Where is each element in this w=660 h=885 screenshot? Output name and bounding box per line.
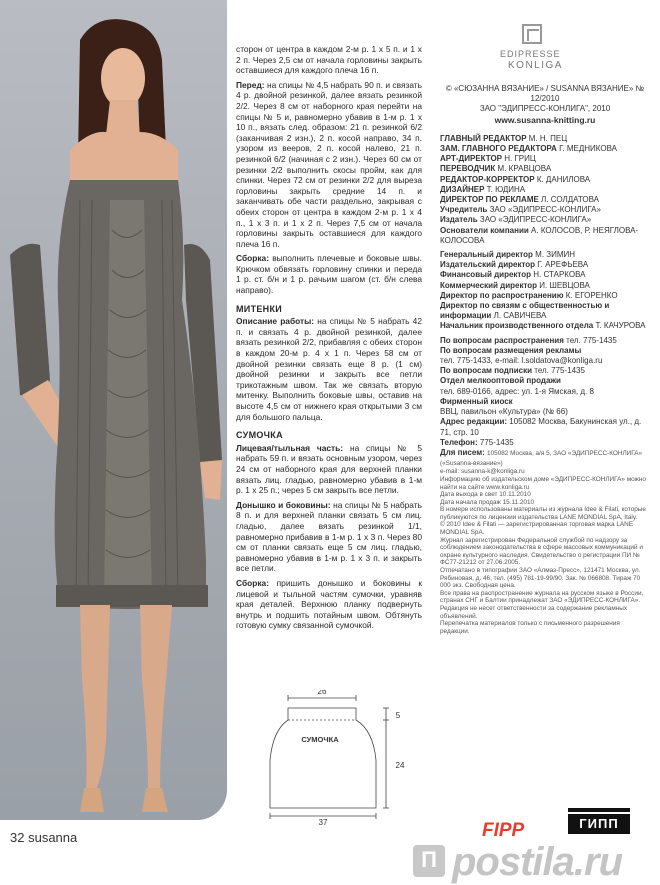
imprint-site: www.susanna-knitting.ru [494,114,596,125]
staff-row [440,195,650,205]
publisher-value: ЗАО «ЭДИПРЕСС-КОНЛИГА» [479,215,592,225]
fine-print-1: В номере использованы материалы из журнала Idee & Filati, которые публикуются по лицензии издательства LANE MONDIAL SpA, Italy. [440,506,646,521]
publisher-label: Издатель [440,215,478,225]
mgmt-row [440,291,650,301]
imprint-header [440,84,650,126]
dim-right-top: 5 [395,711,401,720]
kiosk-row [440,397,650,417]
staff-list [440,134,650,205]
staff-role: ЗАМ. ГЛАВНОГО РЕДАКТОРА [440,144,557,154]
staff-row [440,185,650,195]
fine-print-7: Перепечатка материалов только с письменного разрешения редакции. [440,620,620,635]
publisher-row [440,215,650,225]
subs-row [440,366,650,376]
fine-print-5: Все права на распространение журнала на русском языке в России, странах СНГ и Балтии принадлежат ЗАО «ЭДИПРЕСС-КОНЛИГА». [440,589,644,605]
date-out: Дата выхода в свет 10.11.2010 [440,491,531,499]
staff-name: Г. МЕДНИКОВА [559,144,618,154]
fine-print-6: Редакция не несет ответственности за содержание рекламных объявлений. [440,605,628,620]
address-label: Адрес редакции: [440,417,508,427]
kiosk-value: ВВЦ, павильон «Культура» (№ 66) [440,407,568,417]
staff-role: АРТ-ДИРЕКТОР [440,154,503,164]
instructions-column [236,44,422,635]
staff-row [440,154,650,164]
mgmt-role: Начальник производственного отдела [440,321,594,331]
bag-schematic [258,690,408,825]
owners-row [440,226,650,246]
staff-name: М. Н. ПЕЦ [528,133,568,143]
bag-heading: СУМОЧКА [236,430,283,441]
mittens-text: на спицы № 5 набрать 42 п. и связать 4 р. двойной резинкой, далее вязать резинкой 2/2, прибавляя с обеих сторон в каждом 20-м р. 4 х 1 п. Через 58 см от двойной резинки связать еще 8 р. (1 см) двойной резинки и закрыть все петли трикотажным швом. Так же связать вторую митенку. Выполнить боковые швы, оставив на высоте 4,5 см от нижнего края открытыми 3 см для большого пальца. [236,316,422,422]
retail-row [440,376,650,396]
address-value: 105082 Москва, Бакунинская ул., д. 71, стр. 10 [440,417,642,437]
model-illustration [0,0,227,820]
edipresse-logo-icon [522,24,542,44]
letters-label: Для писем: [440,447,485,457]
staff-name: Н. ГРИЦ [504,154,536,164]
mgmt-row [440,321,650,331]
management-list [440,250,650,332]
mgmt-name: Г. АРЕФЬЕВА [537,260,589,270]
postila-logo-icon: П [413,845,445,877]
mgmt-row [440,250,650,260]
mgmt-role: Издательский директор [440,260,536,270]
bag-bottom-text: на спицы № 5 набрать 8 п. и для верхней планки связать 5 см лиц. гладью, далее вязать резинкой 1/1, равномерно прибавив в 1-м р. 1 х 3 п. Через 80 см от планки связать еще 5 см лиц. гладью, равномерно убавив в 1-м р. 1 х 3 п. и закрыть все петли. [236,499,422,574]
mgmt-name: Т. КАЧУРОВА [595,321,646,331]
mittens-section [236,316,422,422]
staff-row [440,144,650,154]
staff-role: РЕДАКТОР-КОРРЕКТОР [440,174,535,184]
fine-print-2: © 2010 Idee & Filati — зарегистрированная торговая марка LANE MONDIAL SpA. [440,521,634,537]
assembly-label: Сборка: [236,253,269,264]
front-text: на спицы № 4,5 набрать 90 п. и связать 4 р. двойной резинкой, далее вязать резинкой 2/2. Через 8 см от наборного края перейти на спицы № 5 и, равномерно убавив в 1-м р. 1 х 10 п., вязать след. образом: 21 п. резинкой 6/2 (заканчивая 2 изн.), 2 п. косой направо, 34 п. узором из вееров, 2 п. косой налево, 21 п. резинкой 6/2 (начиная с 2 изн.). Через 60 см от резинки 2/2 выполнить скосы пройм, как для спинки. Через 72 см от резинки 2/2 для выреза горловины закрыть средние 14 п. и заканчивать обе части раздельно, закрывая с обеих сторон от центра в каждом 2-м р. 1 х 4 п., 1 х 3 п. и 1 х 2 п. Через 7,5 см от начала горловины закрыть оставшиеся для каждого плеча 16 п. [236,79,423,249]
date-sale: Дата начала продаж 15.11.2010 [440,498,535,506]
bag-front-section [236,443,422,496]
mgmt-name: Л. САВИЧЕВА [493,311,547,321]
retail-value: тел. 689-0166, адрес: ул. 1-я Ямская, д. 8 [440,386,594,396]
founder-value: ЗАО «ЭДИПРЕСС-КОНЛИГА» [489,205,601,215]
page-number-value: 32 [10,830,25,845]
bag-front-label: Лицевая/тыльная часть: [236,442,344,453]
mgmt-row [440,301,650,321]
staff-row [440,134,650,144]
info-row: Информацию об издательском доме «ЭДИПРЕСС-КОНЛИГА» можно найти на сайте www.konliga.ru [440,475,646,491]
watermark: postila.ru [452,840,623,884]
imprint-block [440,84,650,635]
mgmt-role: Коммерческий директор [440,280,538,290]
staff-name: К. ДАНИЛОВА [536,174,591,184]
staff-row [440,164,650,174]
owners-label: Основатели компании [440,225,529,235]
staff-role: ПЕРЕВОДЧИК [440,164,496,174]
staff-role: ДИРЕКТОР ПО РЕКЛАМЕ [440,195,539,205]
imprint-company: ЗАО "ЭДИПРЕСС-КОНЛИГА", 2010 [479,104,611,114]
mgmt-name: И. ШЕВЦОВА [539,280,590,290]
distrib-row [440,336,650,346]
owners-value: А. КОЛОСОВ, Р. НЕЯГЛОВА-КОЛОСОВА [440,225,639,245]
address-row [440,417,650,437]
staff-role: ДИЗАЙНЕР [440,184,485,194]
founder-row [440,205,650,215]
mittens-label: Описание работы: [236,316,315,327]
imprint-copyright: © «СЮЗАННА ВЯЗАНИЕ» / SUSANNA ВЯЗАНИЕ» № 12/2010 [445,84,645,104]
staff-name: Л. СОЛДАТОВА [541,195,600,205]
page-number [10,830,77,845]
mgmt-row [440,260,650,270]
mittens-heading: МИТЕНКИ [236,303,283,314]
dim-bottom: 37 [318,818,328,825]
mgmt-name: Н. СТАРКОВА [533,270,586,280]
email-row: e-mail: susanna-k@konliga.ru [440,468,525,476]
bag-label: СУМОЧКА [301,735,339,744]
kiosk-label: Фирменный киоск [440,396,513,406]
mgmt-name: М. ЗИМИН [535,250,576,260]
ads-row [440,346,650,366]
phone-row [440,438,650,448]
fine-print-4: Отпечатано в типографии ЗАО «Алмаз-Пресс», 121471 Москва, ул. Рябиновая, д. 46, тел. (495) 781-19-99/90. Зак. № 066808. Тираж 70 000 экз. Свободная цена. [440,567,641,590]
distrib-label: По вопросам распространения [440,335,564,345]
bag-bottom-section [236,500,422,574]
ads-value: тел. 775-1433, e-mail: l.soldatova@konliga.ru [440,356,603,366]
mgmt-role: Генеральный директор [440,250,533,260]
phone-label: Телефон: [440,437,478,447]
dim-top: 26 [317,690,327,696]
phone-value: 775-1435 [479,437,514,447]
letters-value: 105082 Москва, а/я 5, ЗАО «ЭДИПРЕСС-КОНЛИГА» («Susanna-вязание») [440,449,643,468]
dim-right: 24 [395,761,405,770]
model-photo [0,0,227,820]
bag-assembly-text: пришить донышко и боковины к лицевой и тыльной частям сумочки, уравняв края деталей. Верхнюю планку подвернуть внутрь и подшить потайным швом. Обтянуть готовую сумку связанной сумочкой. [236,577,422,631]
mgmt-role: Финансовый директор [440,270,532,280]
logo-line-2: KONLIGA [508,60,563,71]
staff-name: Т. ЮДИНА [486,184,526,194]
fipp-logo: FIPP [482,820,525,841]
assembly-section [236,253,422,295]
bag-front-text: на спицы № 5 набрать 59 п. и вязать основным узором, через 24 см от наборного края для верхней планки вязать лиц. гладью, равномерно убавив в 1-м р. 1 х 25 п.; через 5 см закрыть все петли. [236,442,423,496]
bag-assembly-section [236,578,422,631]
mgmt-role: Директор по связям с общественностью и информации [440,301,610,321]
mgmt-row [440,281,650,291]
page-brand: susanna [28,830,78,845]
bag-bottom-label: Донышко и боковины: [236,499,331,510]
fine-print-3: Журнал зарегистрирован Федеральной службой по надзору за соблюдением законодательства в сфере массовых коммуникаций и охране культурного наследия. Свидетельство о регистрации ПИ № ФС77-21212 от 27.06.2005. [440,536,643,567]
subs-value: тел. 775-1435 [534,366,585,376]
distrib-value: тел. 775-1435 [566,335,617,345]
front-label: Перед: [236,79,265,90]
mgmt-role: Директор по распространению [440,290,564,300]
bag-diagram [258,690,408,825]
back-neck-text: сторон от центра в каждом 2-м р. 1 х 5 п. и 1 х 2 п. Через 2,5 см от начала горловины закрыть оставшиеся для каждого плеча 16 п. [236,44,422,76]
staff-row [440,175,650,185]
subs-label: По вопросам подписки [440,366,533,376]
letters-row [440,448,650,468]
front-section [236,80,422,250]
ads-label: По вопросам размещения рекламы [440,345,582,355]
bag-assembly-label: Сборка: [236,577,269,588]
gipp-logo: ГИПП [568,814,630,834]
assembly-text: выполнить плечевые и боковые швы. Крючком обвязать горловину спинки и переда 1 р. ст. б/н и 1 р. рачьим шагом (ст. б/н слева направо). [236,253,422,296]
staff-role: ГЛАВНЫЙ РЕДАКТОР [440,133,527,143]
staff-name: М. КРАВЦОВА [497,164,552,174]
retail-label: Отдел мелкооптовой продажи [440,376,561,386]
logo-line-1: EDIPRESSE [500,49,561,59]
mgmt-row [440,270,650,280]
mgmt-name: К. ЕГОРЕНКО [565,290,618,300]
founder-label: Учредитель [440,205,488,215]
